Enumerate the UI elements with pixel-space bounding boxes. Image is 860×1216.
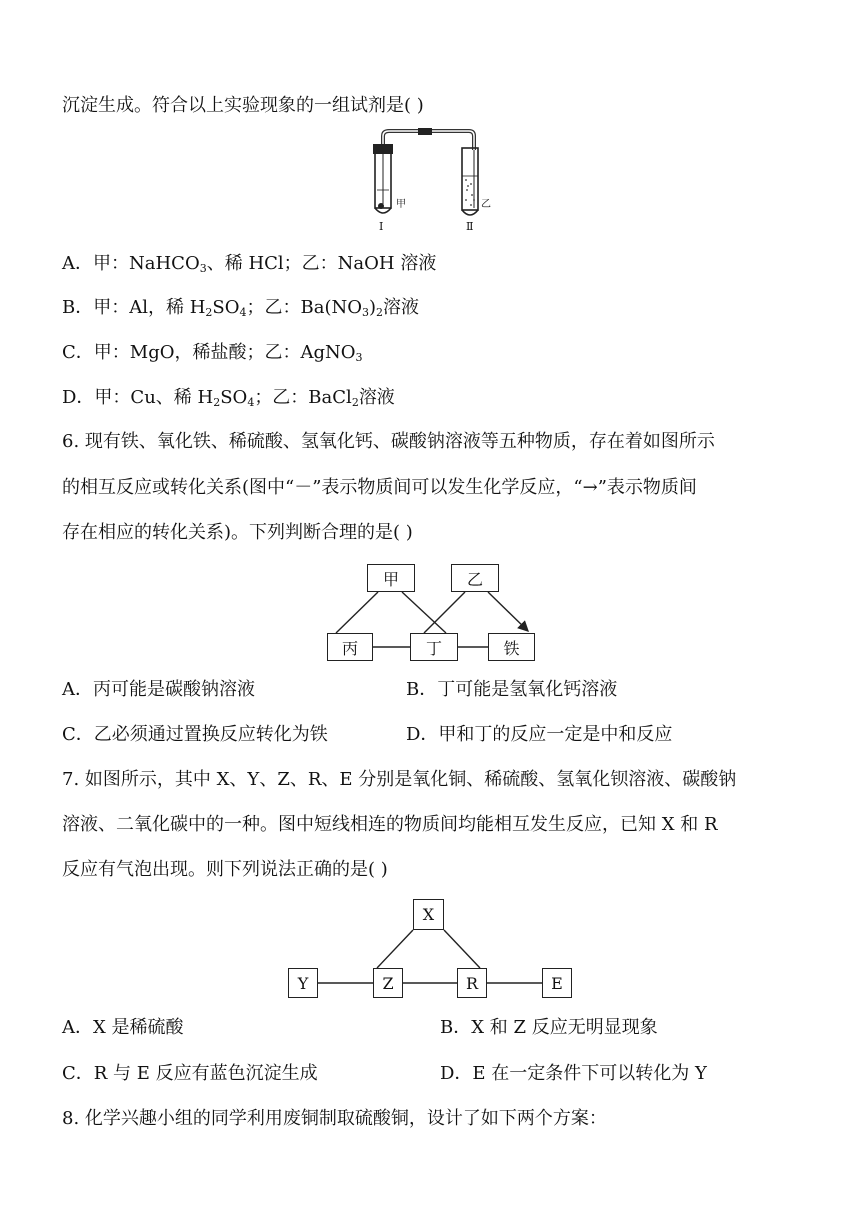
node-jia: 甲 [367, 564, 415, 592]
node-e: E [542, 968, 572, 998]
q8-stem: 8. 化学兴趣小组的同学利用废铜制取硫酸铜，设计了如下两个方案： [62, 1108, 607, 1129]
q6-stem-line-3: 存在相应的转化关系)。下列判断合理的是( ) [62, 522, 413, 543]
label-tube-2: Ⅱ [466, 220, 474, 233]
node-z: Z [373, 968, 403, 998]
q6-stem-line-2: 的相互反应或转化关系(图中“－”表示物质间可以发生化学反应，“→”表示物质间 [62, 477, 697, 498]
label-yi: 乙 [481, 199, 491, 210]
node-yi: 乙 [451, 564, 499, 592]
q7-option-c: C．R 与 E 反应有蓝色沉淀生成 [62, 1063, 318, 1084]
node-tie: 铁 [488, 633, 535, 661]
q5-option-b: B．甲：Al，稀 $H_2SO_4$；乙：$Ba(NO_3)_2$溶液 [62, 297, 420, 319]
q5-option-c: C．甲：MgO，稀盐酸；乙：AgNO$_3$ [62, 342, 363, 364]
q5-option-d: D．甲：Cu、稀 $H_2SO_4$；乙：BaCl$_2$溶液 [62, 387, 395, 409]
node-y: Y [288, 968, 318, 998]
q7-stem-line-1: 7. 如图所示，其中 X、Y、Z、R、E 分别是氧化铜、稀硫酸、氢氧化钡溶液、碳酸钠 [62, 769, 737, 790]
q7-stem-line-3: 反应有气泡出现。则下列说法正确的是( ) [62, 859, 388, 880]
q5-option-a: A．甲：NaHCO$_3$、稀 HCl；乙：NaOH 溶液 [62, 253, 437, 275]
q5-stem-tail: 沉淀生成。符合以上实验现象的一组试剂是( ) [62, 95, 424, 116]
q7-option-a: A．X 是稀硫酸 [62, 1017, 184, 1038]
node-bing: 丙 [327, 633, 373, 661]
node-ding: 丁 [410, 633, 458, 661]
q6-stem-line-1: 6. 现有铁、氧化铁、稀硫酸、氢氧化钙、碳酸钠溶液等五种物质，存在着如图所示 [62, 431, 715, 452]
node-r: R [457, 968, 487, 998]
label-tube-1: Ⅰ [379, 220, 384, 233]
label-jia: 甲 [396, 199, 406, 210]
node-x: X [413, 899, 444, 930]
q6-option-c: C．乙必须通过置换反应转化为铁 [62, 724, 328, 745]
q6-option-b: B．丁可能是氢氧化钙溶液 [406, 679, 618, 700]
q7-option-d: D．E 在一定条件下可以转化为 Y [440, 1063, 707, 1084]
q6-option-a: A．丙可能是碳酸钠溶液 [62, 679, 255, 700]
q6-option-d: D．甲和丁的反应一定是中和反应 [406, 724, 673, 745]
q7-stem-line-2: 溶液、二氧化碳中的一种。图中短线相连的物质间均能相互发生反应，已知 X 和 R [62, 814, 718, 835]
q7-option-b: B．X 和 Z 反应无明显现象 [440, 1017, 658, 1038]
